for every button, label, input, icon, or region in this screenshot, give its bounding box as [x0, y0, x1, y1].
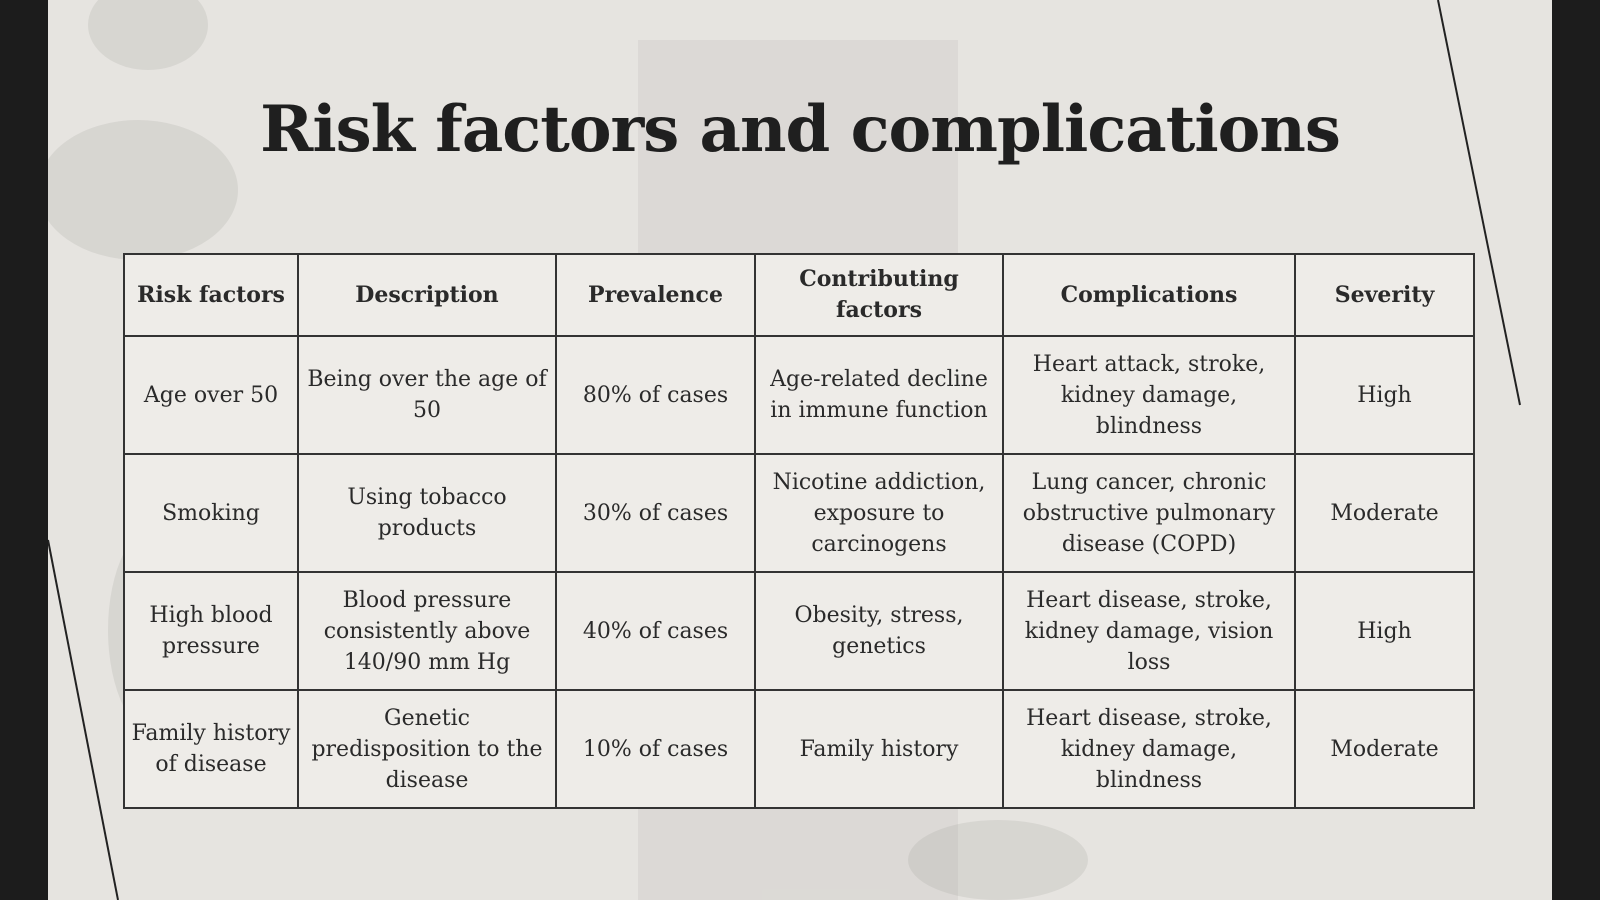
cell-complications: Heart disease, stroke, kidney damage, vision loss — [1003, 572, 1295, 690]
risk-factors-table — [123, 253, 1475, 809]
cell-description: Using tobacco products — [298, 454, 556, 572]
cell-contributing-factors: Obesity, stress, genetics — [755, 572, 1003, 690]
header-prevalence: Prevalence — [556, 254, 755, 336]
table-row — [124, 336, 1474, 454]
cell-risk-factor: Smoking — [124, 454, 298, 572]
header-risk-factors: Risk factors — [124, 254, 298, 336]
slide-title: Risk factors and complications — [260, 92, 1340, 167]
cell-severity: High — [1295, 572, 1474, 690]
cell-prevalence: 10% of cases — [556, 690, 755, 808]
cell-complications: Lung cancer, chronic obstructive pulmonary disease (COPD) — [1003, 454, 1295, 572]
cell-complications: Heart attack, stroke, kidney damage, blindness — [1003, 336, 1295, 454]
cell-risk-factor: Family history of disease — [124, 690, 298, 808]
cell-prevalence: 40% of cases — [556, 572, 755, 690]
table-header-row — [124, 254, 1474, 336]
cell-contributing-factors: Nicotine addiction, exposure to carcinogens — [755, 454, 1003, 572]
cell-contributing-factors: Age-related decline in immune function — [755, 336, 1003, 454]
cell-description: Genetic predisposition to the disease — [298, 690, 556, 808]
header-complications: Complications — [1003, 254, 1295, 336]
cell-risk-factor: Age over 50 — [124, 336, 298, 454]
header-description: Description — [298, 254, 556, 336]
cell-prevalence: 30% of cases — [556, 454, 755, 572]
cell-severity: Moderate — [1295, 690, 1474, 808]
cell-severity: High — [1295, 336, 1474, 454]
table-row — [124, 454, 1474, 572]
cell-severity: Moderate — [1295, 454, 1474, 572]
cell-risk-factor: High blood pressure — [124, 572, 298, 690]
cell-prevalence: 80% of cases — [556, 336, 755, 454]
cell-contributing-factors: Family history — [755, 690, 1003, 808]
header-contributing-factors: Contributing factors — [755, 254, 1003, 336]
cell-description: Being over the age of 50 — [298, 336, 556, 454]
table-row — [124, 690, 1474, 808]
cell-description: Blood pressure consistently above 140/90 mm Hg — [298, 572, 556, 690]
slide — [48, 0, 1552, 900]
cell-complications: Heart disease, stroke, kidney damage, blindness — [1003, 690, 1295, 808]
table-row — [124, 572, 1474, 690]
header-severity: Severity — [1295, 254, 1474, 336]
